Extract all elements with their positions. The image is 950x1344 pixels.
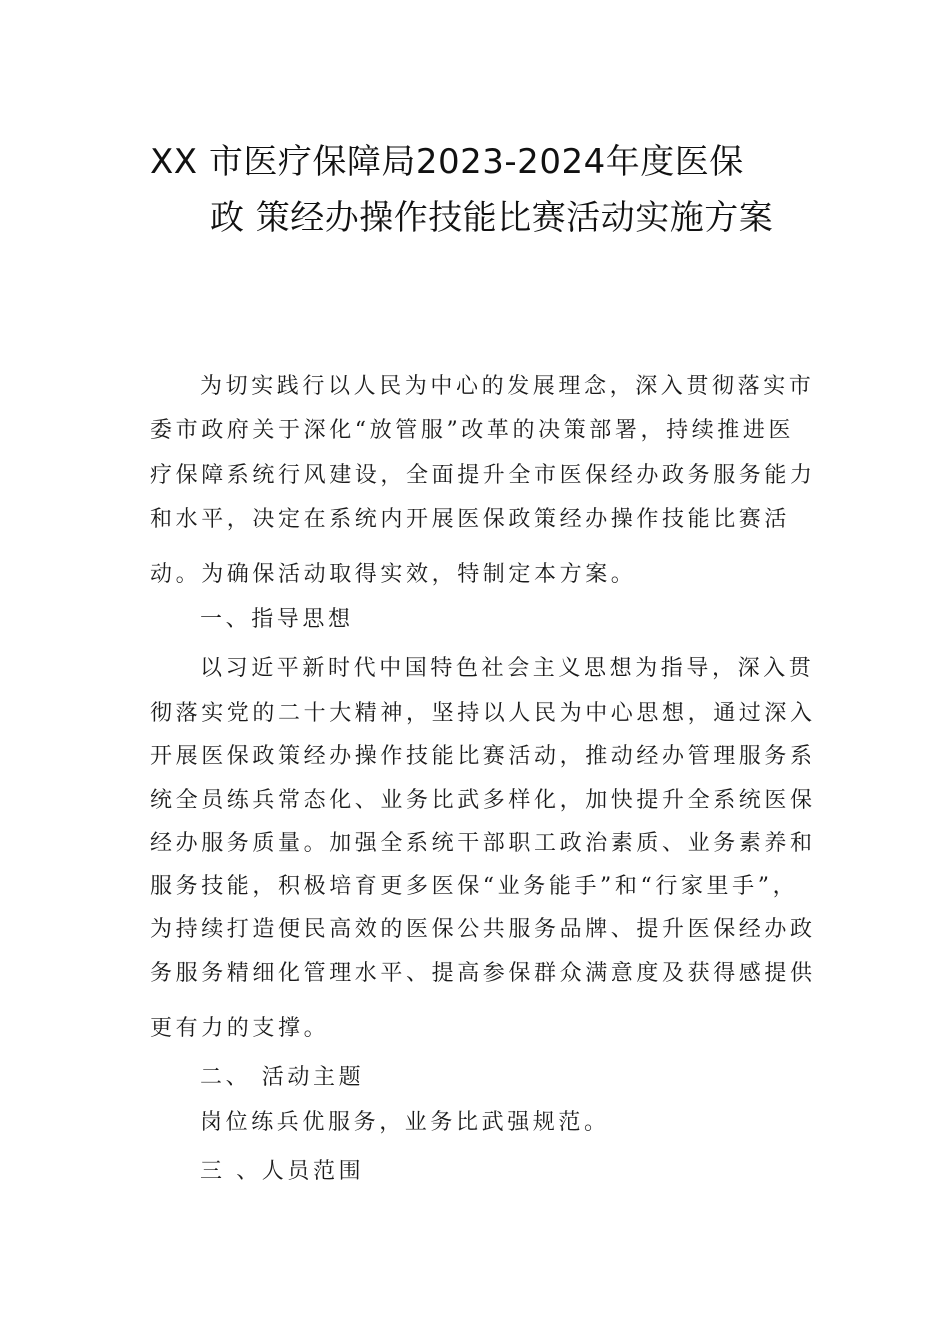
section1-paragraph-line: 务服务精细化管理水平、提高参保群众满意度及获得感提供 [150,961,816,986]
section1-paragraph-line: 服务技能，积极培育更多医保“业务能手”和“行家里手”， [150,874,799,899]
section1-paragraph-line: 以习近平新时代中国特色社会主义思想为指导，深入贯 [200,656,815,681]
document-title-line-1: XX 市医疗保障局2023-2024年度医保 [150,142,744,182]
section-heading-activity-theme: 二、 活动主题 [200,1065,365,1090]
intro-paragraph-line: 和水平，决定在系统内开展医保政策经办操作技能比赛活 [150,507,791,532]
section1-paragraph-line: 为持续打造便民高效的医保公共服务品牌、提升医保经办政 [150,917,816,942]
section-heading-personnel-scope: 三 、人员范围 [200,1159,365,1184]
section1-paragraph-line: 彻落实党的二十大精神，坚持以人民为中心思想，通过深入 [150,701,816,726]
section1-paragraph-line: 更有力的支撑。 [150,1016,330,1041]
section1-paragraph-line: 开展医保政策经办操作技能比赛活动，推动经办管理服务系 [150,744,816,769]
intro-paragraph-line: 疗保障系统行风建设，全面提升全市医保经办政务服务能力 [150,463,816,488]
intro-paragraph-line: 为切实践行以人民为中心的发展理念，深入贯彻落实市 [200,374,815,399]
intro-paragraph-line: 动。为确保活动取得实效，特制定本方案。 [150,562,637,587]
section2-paragraph-line: 岗位练兵优服务，业务比武强规范。 [200,1110,610,1135]
document-title-line-2: 政 策经办操作技能比赛活动实施方案 [210,198,774,238]
section1-paragraph-line: 统全员练兵常态化、业务比武多样化，加快提升全系统医保 [150,788,816,813]
section1-paragraph-line: 经办服务质量。加强全系统干部职工政治素质、业务素养和 [150,831,816,856]
intro-paragraph-line: 委市政府关于深化“放管服”改革的决策部署，持续推进医 [150,418,795,443]
section-heading-guiding-ideology: 一、指导思想 [200,607,354,632]
